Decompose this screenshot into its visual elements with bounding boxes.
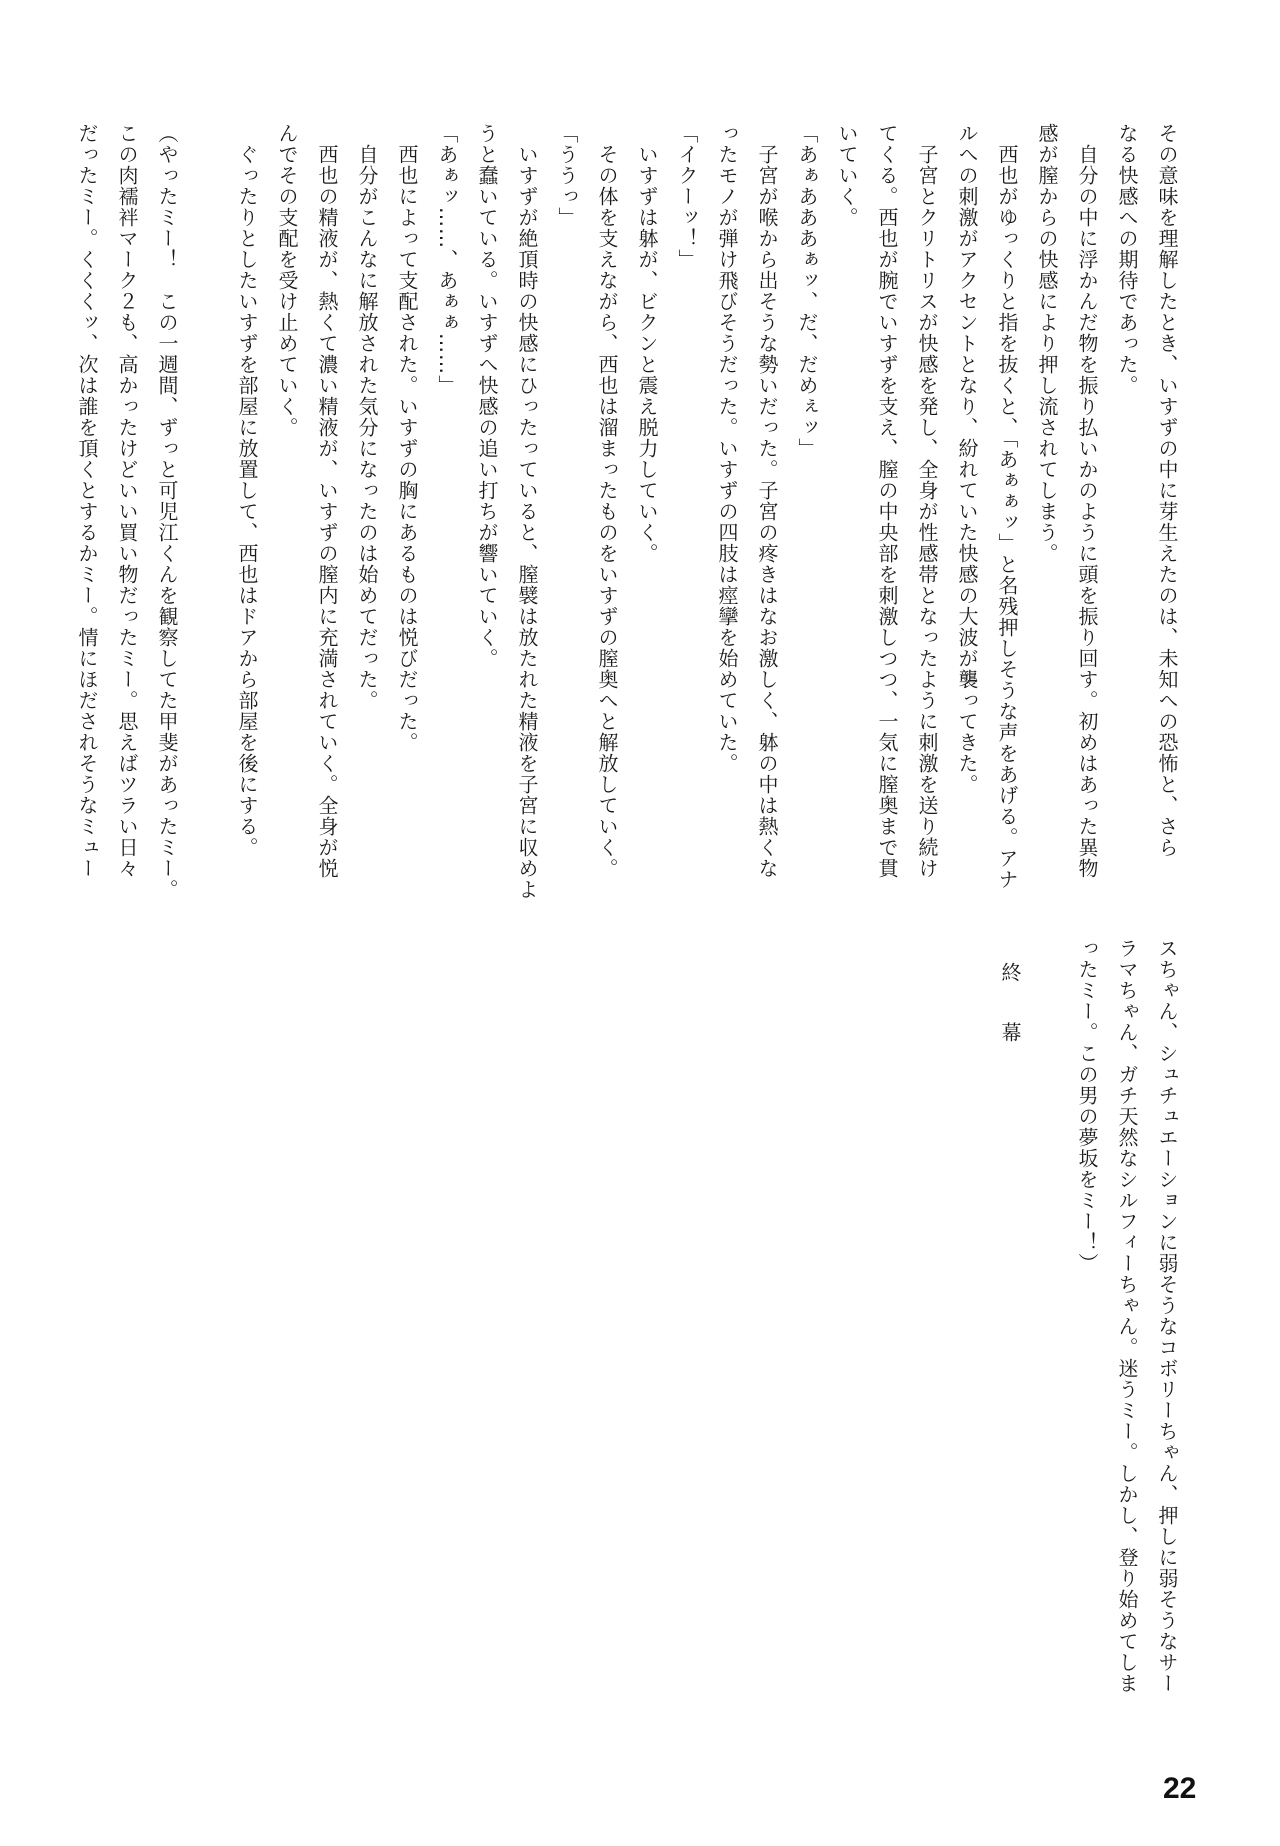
text-column: 西也の精液が、熱くて濃い精液が、いすずの膣内に充満されていく。全身が悦 <box>315 123 339 879</box>
text-column: 西也がゆっくりと指を抜くと、「あぁぁッ」と名残押しそうな声をあげる。アナ <box>995 123 1019 890</box>
text-column: 自分の中に浮かんだ物を振り払いかのように頭を振り回す。初めはあった異物 <box>1075 123 1099 879</box>
text-column: いすずが絶頂時の快感にひったっていると、膣襞は放たれた精液を子宮に収めよ <box>515 123 539 900</box>
text-column: 子宮が喉から出そうな勢いだった。子宮の疼きはなお激しく、躰の中は熱くな <box>755 123 779 879</box>
text-column: いすずは躰が、ビクンと震え脱力していく。 <box>635 123 659 564</box>
text-column: 子宮とクリトリスが快感を発し、全身が性感帯となったように刺激を送り続け <box>915 123 939 879</box>
text-column: 西也によって支配された。いすずの胸にあるものは悦びだった。 <box>395 123 419 753</box>
text-column: 「あぁあああぁッ、だ、だめぇッ」 <box>795 123 819 459</box>
text-column: スちゃん、シュチュエーションに弱そうなコボリーちゃん、押しに弱そうなサー <box>1155 938 1179 1694</box>
text-column: 「あぁッ……、あぁぁ……」 <box>435 123 459 396</box>
text-column: なる快感への期待であった。 <box>1115 123 1139 396</box>
text-column: ぐったりとしたいすずを部屋に放置して、西也はドアから部屋を後にする。 <box>235 123 259 858</box>
text-column: ルへの刺激がアクセントとなり、紛れていた快感の大波が襲ってきた。 <box>955 123 979 795</box>
text-column: うと蠢いている。いすずへ快感の追い打ちが響いていく。 <box>475 123 499 669</box>
text-column: んでその支配を受け止めていく。 <box>275 123 299 438</box>
text-column: その体を支えながら、西也は溜まったものをいすずの膣奥へと解放していく。 <box>595 123 619 879</box>
text-column: 自分がこんなに解放された気分になったのは始めてだった。 <box>355 123 379 711</box>
text-column: ラマちゃん、ガチ天然なシルフィーちゃん。迷うミー。しかし、登り始めてしま <box>1115 938 1139 1694</box>
main-text-block <box>67 123 1187 900</box>
page-number: 22 <box>1163 1772 1197 1805</box>
text-column: ったモノが弾け飛びそうだった。いすずの四肢は痙攣を始めていた。 <box>715 123 739 774</box>
text-column: だったミー。くくくッ、次は誰を頂くとするかミー。情にほだされそうなミュー <box>75 123 99 879</box>
text-column: その意味を理解したとき、いすずの中に芽生えたのは、未知への恐怖と、さら <box>1155 123 1179 858</box>
text-column: てくる。西也が腕でいすずを支え、膣の中央部を刺激しつつ、一気に膣奥まで貫 <box>875 123 899 879</box>
text-column: この肉襦袢マーク２も、高かったけどいい買い物だったミー。思えばツラい日々 <box>115 123 139 879</box>
text-column: ったミー。この男の夢坂をミー！） <box>1075 938 1099 1274</box>
text-column: 「イクーッ！」 <box>675 123 699 270</box>
text-column <box>187 123 227 893</box>
afterword-text-block <box>1067 938 1187 1718</box>
text-column: 「ううっ」 <box>555 123 579 228</box>
text-column: （やったミー！ この一週間、ずっと可児江くんを観察してた甲斐があったミー。 <box>155 123 179 900</box>
text-column: 感が膣からの快感により押し流されてしまう。 <box>1035 123 1059 564</box>
end-mark: 終幕 <box>998 962 1022 1082</box>
text-column: いていく。 <box>835 123 859 228</box>
